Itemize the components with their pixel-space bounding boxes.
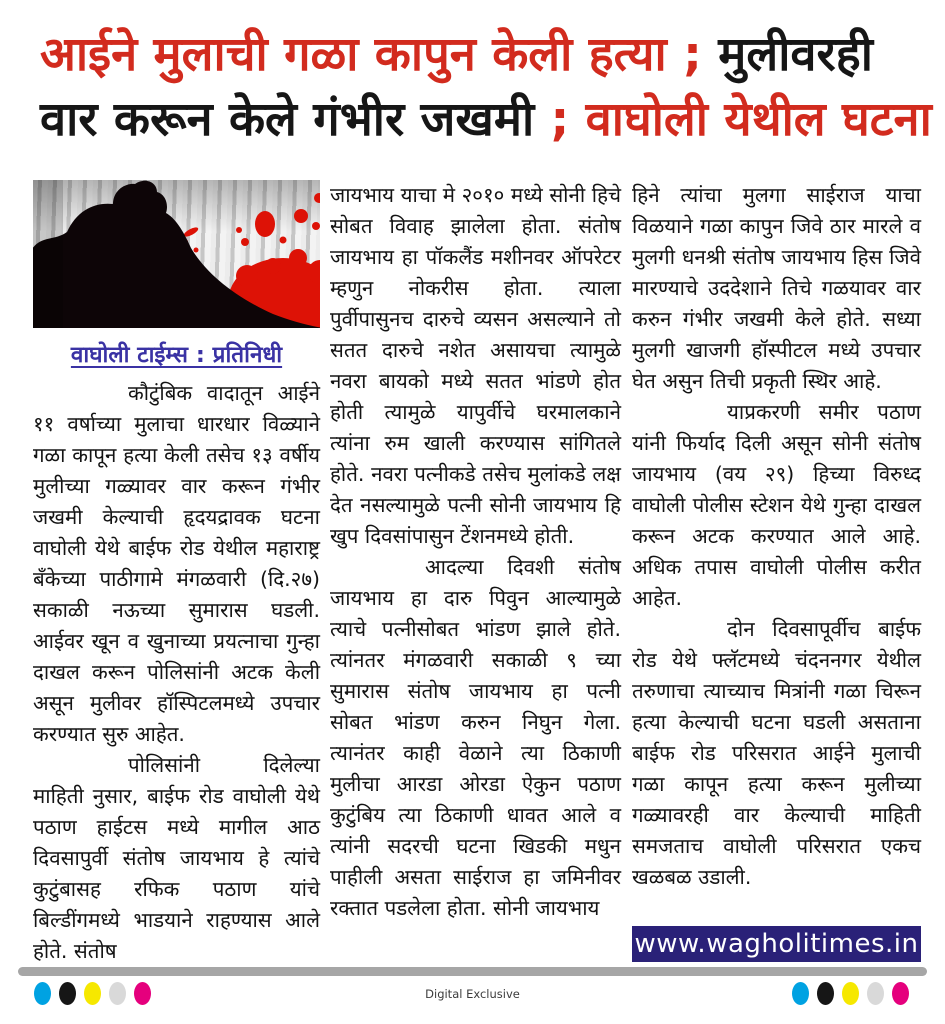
article-paragraph: याप्रकरणी समीर पठाण यांनी फिर्याद दिली असून सोनी संतोष जायभाय (वय २९) हिच्या विरुध्द वाघोली पोलीस स्टेशन येथे गुन्हा दाखल करून अटक करण्यात आले आहे. अधिक तपास वाघोली पोलीस करीत आहेत. — [632, 400, 921, 610]
magenta-dot-icon — [892, 982, 909, 1005]
headline-line1-red: आईने मुलाची गळा कापुन केली हत्या ; — [40, 27, 719, 82]
headline-line2-black: वार करून केले गंभीर जखमी — [40, 92, 551, 147]
article-paragraph: पोलिसांनी दिलेल्या माहिती नुसार, बाईफ रोड वाघोली येथे पठाण हाईटस मध्ये मागील आठ दिवसापुर्वी संतोष जायभाय हे त्यांचे कुटुंबासह रफिक पठाण यांचे बिल्डींगमध्ये भाडयाने राहण्यास आले होते. संतोष — [33, 753, 320, 963]
article-paragraph: आदल्या दिवशी संतोष जायभाय हा दारु पिवुन आल्यामुळे त्याचे पत्नीसोबत भांडण झाले होते. त्यांनतर मंगळवारी सकाळी ९ च्या सुमारास संतोष जायभाय हा पत्नी सोबत भांडण करुन निघुन गेला. त्यानंतर काही वेळाने त्या ठिकाणी मुलीचा आरडा ओरडा ऐकुन पठाण कुटुंबिय त्या ठिकाणी धावत आले व त्यांनी सदरची घटना खिडकी मधुन पाहीली असता साईराज हा जमिनीवर रक्तात पडलेला होता. सोनी जायभाय — [330, 555, 621, 920]
crime-scene-photo — [33, 180, 320, 328]
column-3 — [632, 180, 921, 964]
article-paragraph: कौटुंबिक वादातून आईने ११ वर्षाच्या मुलाचा धारधार विळ्याने गळा कापून हत्या केली तसेच १३ वर्षीय मुलीच्या गळ्यावर वार करून गंभीर जखमी केल्याची हृदयद्रावक घटना वाघोली येथे बाईफ रोड येथील महाराष्ट्र बँकेच्या पाठीगामे मंगळवारी (दि.२७) सकाळी नऊच्या सुमारास घडली. आईवर खून व खुनाच्या प्रयत्नाचा गुन्हा दाखल करून पोलिसांनी अटक केली असून मुलीवर हॉस्पिटलमध्ये उपचार करण्यात सुरु आहेत. — [33, 381, 320, 746]
yellow-dot-icon — [842, 982, 859, 1005]
article-paragraph: हिने त्यांचा मुलगा साईराज याचा विळयाने गळा कापुन जिवे ठार मारले व मुलगी धनश्री संतोष जायभाय हिस जिवे मारण्याचे उददेशाने तिचे गळयावर वार करुन गंभीर जखमी केले होते. सध्या मुलगी खाजगी हॉस्पीटल मध्ये उपचार घेत असुन तिची प्रकृती स्थिर आहे. — [632, 183, 921, 393]
black-dot-icon — [817, 982, 834, 1005]
footer-label: Digital Exclusive — [425, 987, 520, 1001]
headline-line-2 — [40, 87, 932, 152]
silhouette-blood-illustration — [33, 180, 320, 328]
gray-dot-icon — [867, 982, 884, 1005]
article-paragraph: जायभाय याचा मे २०१० मध्ये सोनी हिचे सोबत विवाह झालेला होता. संतोष जायभाय हा पॉकलैंड मशीनवर ऑपरेटर म्हणुन नोकरीस होता. त्याला पुर्वीपासुनच दारुचे व्यसन असल्याने तो सतत दारुचे नशेत असायचा त्यामुळे नवरा बायको मध्ये सतत भांडणे होत होती त्यामुळे यापुर्वीचे घरमालकाने त्यांना रुम खाली करण्यास सांगितले होते. नवरा पत्नीकडे तसेच मुलांकडे लक्ष देत नसल्यामुळे पत्नी सोनी जायभाय हि खुप दिवसांपासुन टेंशनमध्ये होती. — [330, 183, 621, 548]
byline: वाघोली टाईम्स : प्रतिनिधी — [70, 342, 283, 368]
cyan-dot-icon — [792, 982, 809, 1005]
website-banner: www.wagholitimes.in — [632, 926, 921, 962]
article-paragraph: दोन दिवसापूर्वीच बाईफ रोड येथे फ्लॅटमध्ये चंदननगर येथील तरुणाचा त्याच्याच मित्रांनी गळा चिरून हत्या केल्याची घटना घडली असताना बाईफ रोड परिसरात आईने मुलाची गळा कापून हत्या करून मुलीच्या गळ्यावरही वार केल्याची माहिती समजताच वाघोली परिसरात एकच खळबळ उडाली. — [632, 617, 921, 889]
headline-line1-black: मुलीवरही — [718, 27, 873, 82]
column-1 — [33, 180, 320, 964]
column-2 — [330, 180, 621, 964]
footer-divider — [18, 967, 927, 976]
headline-line-1 — [40, 22, 918, 87]
color-registration-marks-right — [792, 982, 909, 1005]
headline-line2-red: ; वाघोली येथील घटना — [550, 92, 932, 147]
headline — [40, 22, 932, 152]
